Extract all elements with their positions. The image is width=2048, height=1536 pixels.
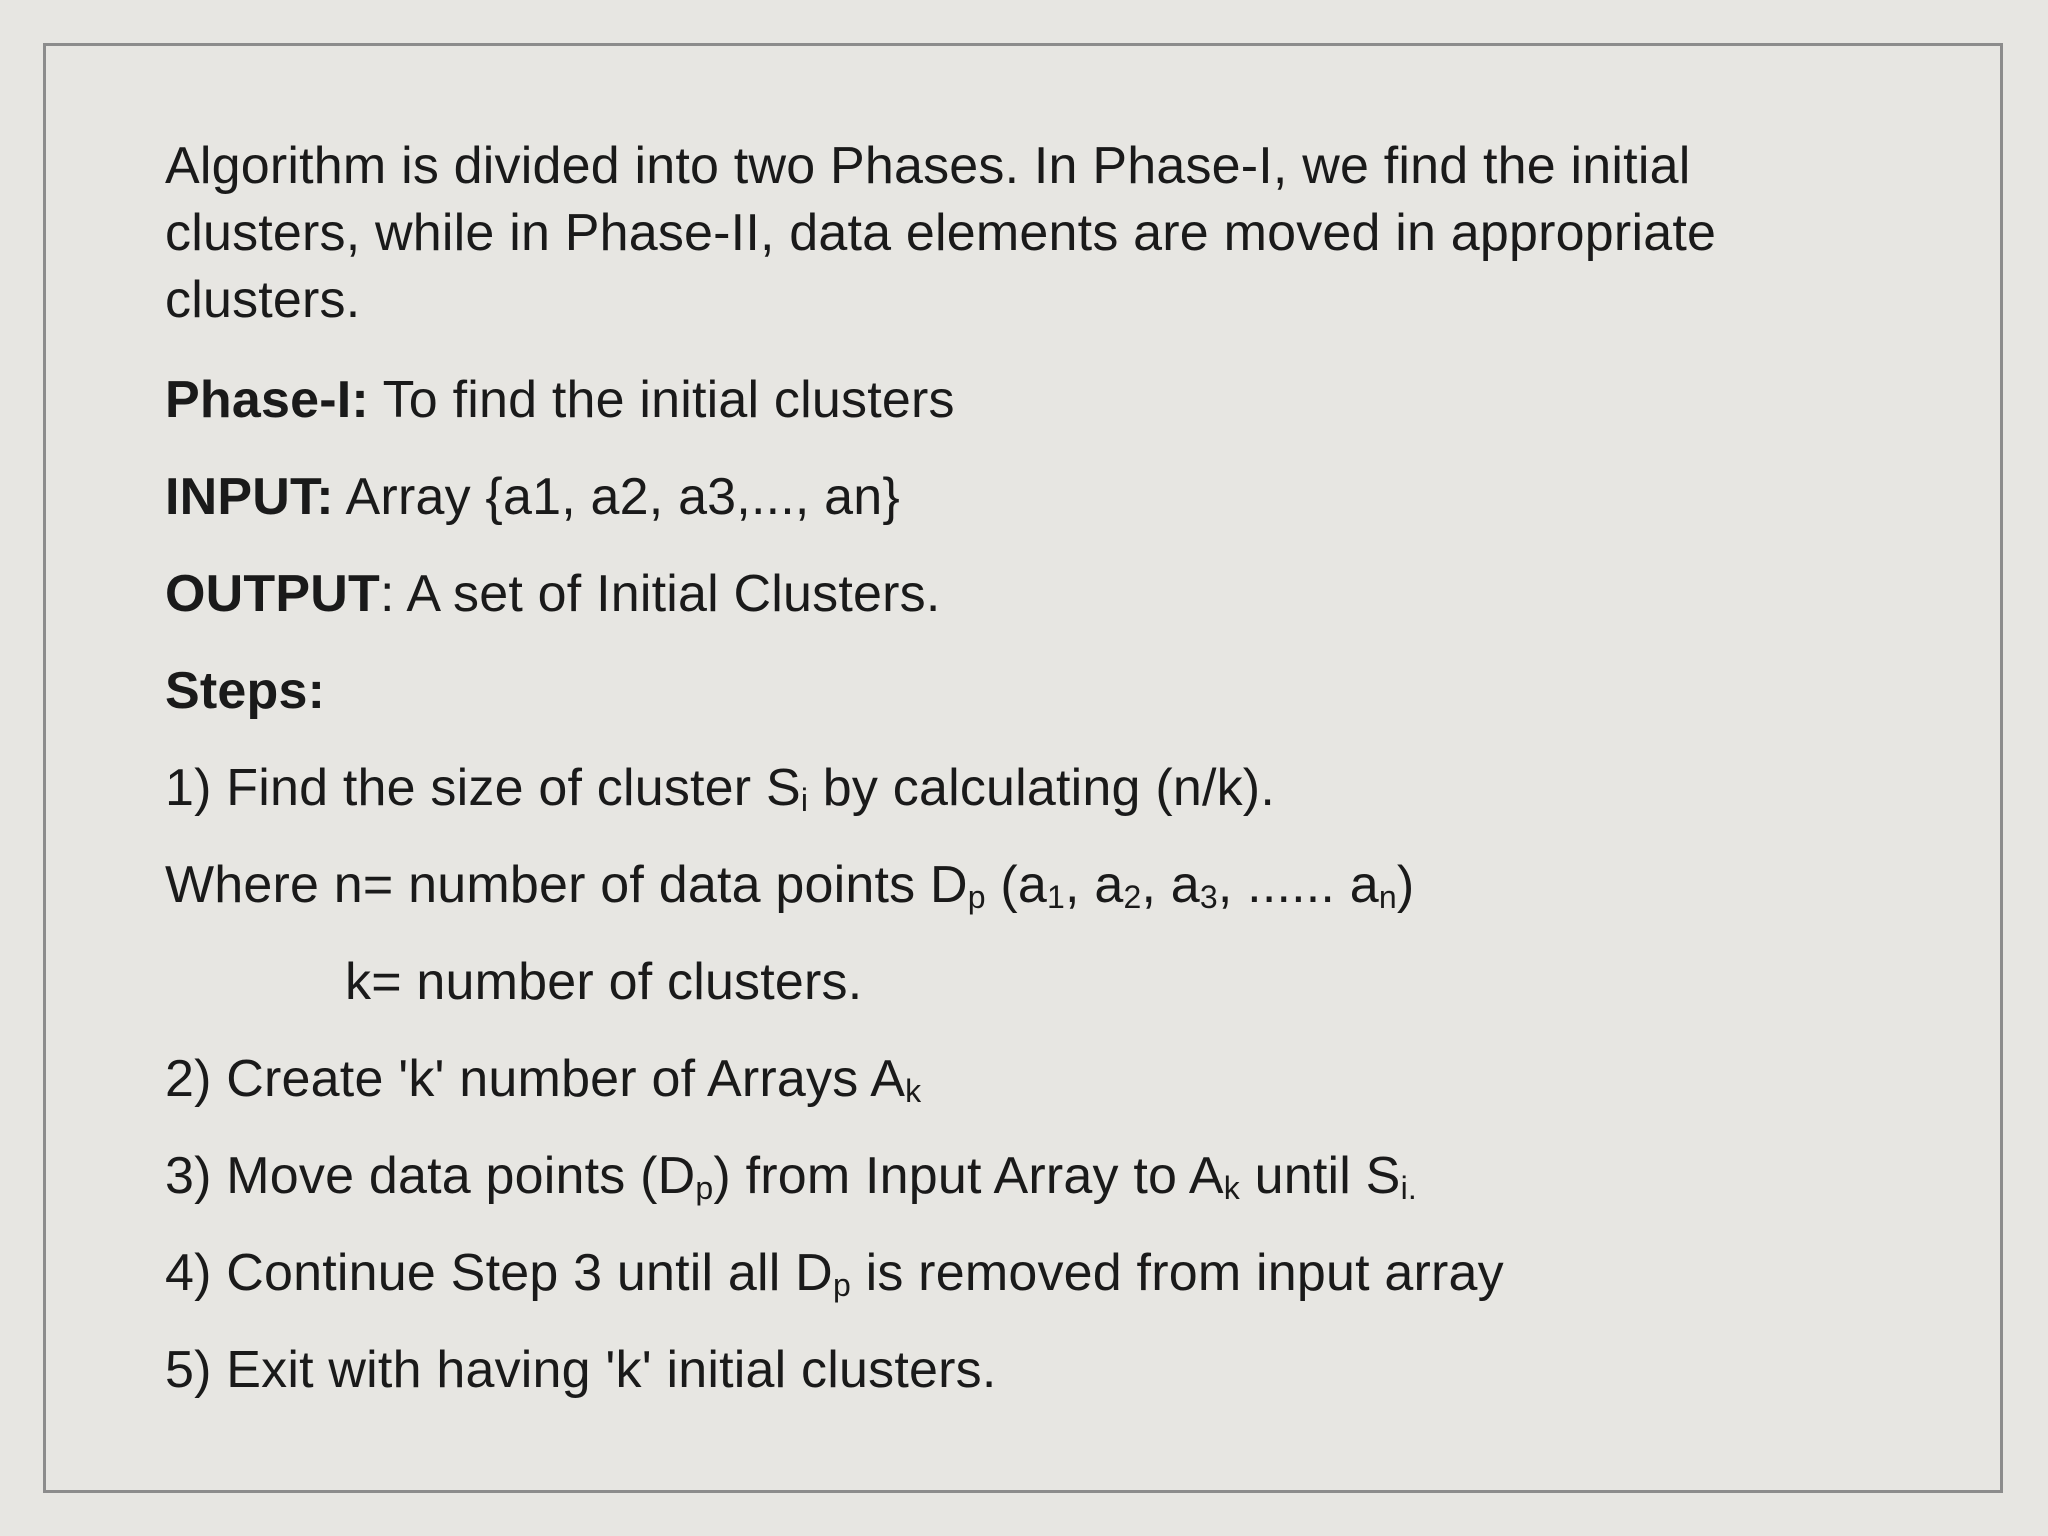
where-text-f: )	[1396, 856, 1415, 914]
step-4-sub: p	[832, 1267, 851, 1303]
where-sub-1: 1	[1047, 879, 1066, 915]
input-line	[165, 464, 900, 531]
k-definition	[345, 949, 862, 1016]
step-5-text: 5) Exit with having 'k' initial clusters.	[165, 1341, 997, 1399]
phase-label: Phase-I:	[165, 371, 369, 429]
output-text: : A set of Initial Clusters.	[379, 565, 941, 623]
input-label: INPUT:	[165, 468, 334, 526]
step-1-text-b: by calculating (n/k).	[808, 759, 1275, 817]
step-4-text-b: is removed from input array	[850, 1244, 1504, 1302]
where-text-a: Where n= number of data points D	[165, 856, 968, 914]
intro-text: Algorithm is divided into two Phases. In Phase-I, we find the initial clusters, while in Phase-II, data elements are moved in appropriate clusters.	[165, 137, 1717, 329]
where-line	[165, 852, 1414, 919]
step-2-sub: k	[905, 1073, 922, 1109]
step-1-text-a: 1) Find the size of cluster S	[165, 759, 801, 817]
steps-heading	[165, 658, 325, 725]
intro-paragraph	[165, 133, 1865, 334]
step-3-sub-k: k	[1223, 1170, 1240, 1206]
input-text: Array {a1, a2, a3,..., an}	[333, 468, 900, 526]
step-4	[165, 1240, 1504, 1307]
where-sub-2: 2	[1123, 879, 1142, 915]
phase-line	[165, 367, 955, 434]
steps-label: Steps:	[165, 662, 326, 720]
step-3-sub-i: i.	[1400, 1170, 1417, 1206]
step-1	[165, 755, 1275, 822]
step-4-text-a: 4) Continue Step 3 until all D	[165, 1244, 833, 1302]
where-text-c: , a	[1065, 856, 1124, 914]
where-sub-3: 3	[1199, 879, 1218, 915]
step-3-sub-p: p	[695, 1170, 714, 1206]
where-text-e: , ...... a	[1217, 856, 1379, 914]
output-label: OUTPUT	[165, 565, 380, 623]
step-3	[165, 1143, 1417, 1210]
step-2-text: 2) Create 'k' number of Arrays A	[165, 1050, 906, 1108]
phase-text: To find the initial clusters	[368, 371, 955, 429]
output-line	[165, 561, 940, 628]
step-5	[165, 1337, 996, 1404]
step-3-text-a: 3) Move data points (D	[165, 1147, 696, 1205]
step-3-text-b: ) from Input Array to A	[713, 1147, 1224, 1205]
where-text-b: (a	[985, 856, 1048, 914]
where-sub-n: n	[1378, 879, 1397, 915]
where-text-d: , a	[1141, 856, 1200, 914]
step-3-text-c: until S	[1239, 1147, 1401, 1205]
k-definition-text: k= number of clusters.	[345, 953, 863, 1011]
step-1-sub: i	[800, 782, 809, 818]
where-sub-p: p	[967, 879, 986, 915]
step-2	[165, 1046, 921, 1113]
